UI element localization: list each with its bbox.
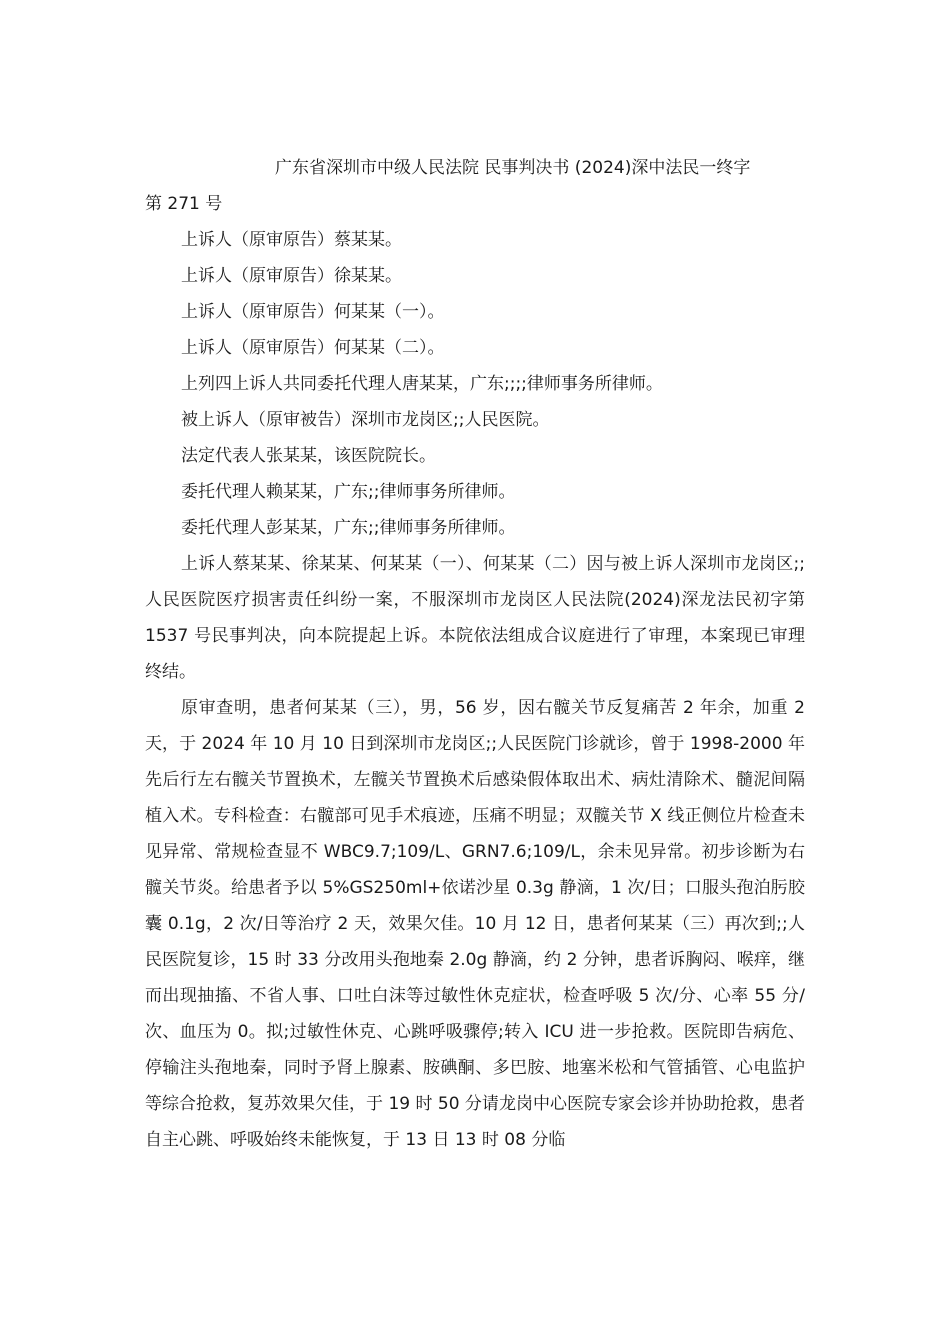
party-appellant-3: 上诉人（原审原告）何某某（一）。 xyxy=(181,302,445,322)
party-legal-representative: 法定代表人张某某，该医院院长。 xyxy=(181,446,436,466)
document-body xyxy=(145,150,805,1158)
party-appellants-agent: 上列四上诉人共同委托代理人唐某某，广东;;;;律师事务所律师。 xyxy=(181,374,663,394)
party-appellant-4: 上诉人（原审原告）何某某（二）。 xyxy=(181,338,445,358)
party-appellant-1: 上诉人（原审原告）蔡某某。 xyxy=(181,230,402,250)
document-case-number: 第 271 号 xyxy=(145,194,223,214)
paragraph-case-summary: 上诉人蔡某某、徐某某、何某某（一）、何某某（二）因与被上诉人深圳市龙岗区;;人民医院医疗损害责任纠纷一案，不服深圳市龙岗区人民法院(2024)深龙法民初字第 1537 号民事判决，向本院提起上诉。本院依法组成合议庭进行了审理，本案现已审理终结。 xyxy=(145,554,805,682)
document-title: 广东省深圳市中级人民法院 民事判决书 (2024)深中法民一终字 xyxy=(275,158,751,178)
party-appellee: 被上诉人（原审被告）深圳市龙岗区;;人民医院。 xyxy=(181,410,550,430)
party-appellant-2: 上诉人（原审原告）徐某某。 xyxy=(181,266,402,286)
paragraph-original-findings: 原审查明，患者何某某（三），男，56 岁，因右髋关节反复痛苦 2 年余，加重 2 天，于 2024 年 10 月 10 日到深圳市龙岗区;;人民医院门诊就诊，曾于 1998-2000 年先后行左右髋关节置换术，左髋关节置换术后感染假体取出术、病灶清除术、髓泥间隔植入术。专科检查：右髋部可见手术痕迹，压痛不明显；双髋关节 X 线正侧位片检查未见异常、常规检查显不 WBC9.7;109/L、GRN7.6;109/L，余未见异常。初步诊断为右髋关节炎。给患者予以 5%GS250ml+依诺沙星 0.3g 静滴，1 次/日；口服头孢泊肟胶囊 0.1g，2 次/日等治疗 2 天，效果欠佳。10 月 12 日，患者何某某（三）再次到;;人民医院复诊，15 时 33 分改用头孢地秦 2.0g 静滴，约 2 分钟，患者诉胸闷、喉痒，继而出现抽搐、不省人事、口吐白沫等过敏性休克症状，检查呼吸 5 次/分、心率 55 分/次、血压为 0。拟;过敏性休克、心跳呼吸骤停;转入 ICU 进一步抢救。医院即告病危、停输注头孢地秦，同时予肾上腺素、胺碘酮、多巴胺、地塞米松和气管插管、心电监护等综合抢救，复苏效果欠佳，于 19 时 50 分请龙岗中心医院专家会诊并协助抢救，患者自主心跳、呼吸始终未能恢复，于 13 日 13 时 08 分临 xyxy=(145,698,805,1150)
party-appellee-agent-2: 委托代理人彭某某，广东;;律师事务所律师。 xyxy=(181,518,516,538)
party-appellee-agent-1: 委托代理人赖某某，广东;;律师事务所律师。 xyxy=(181,482,516,502)
